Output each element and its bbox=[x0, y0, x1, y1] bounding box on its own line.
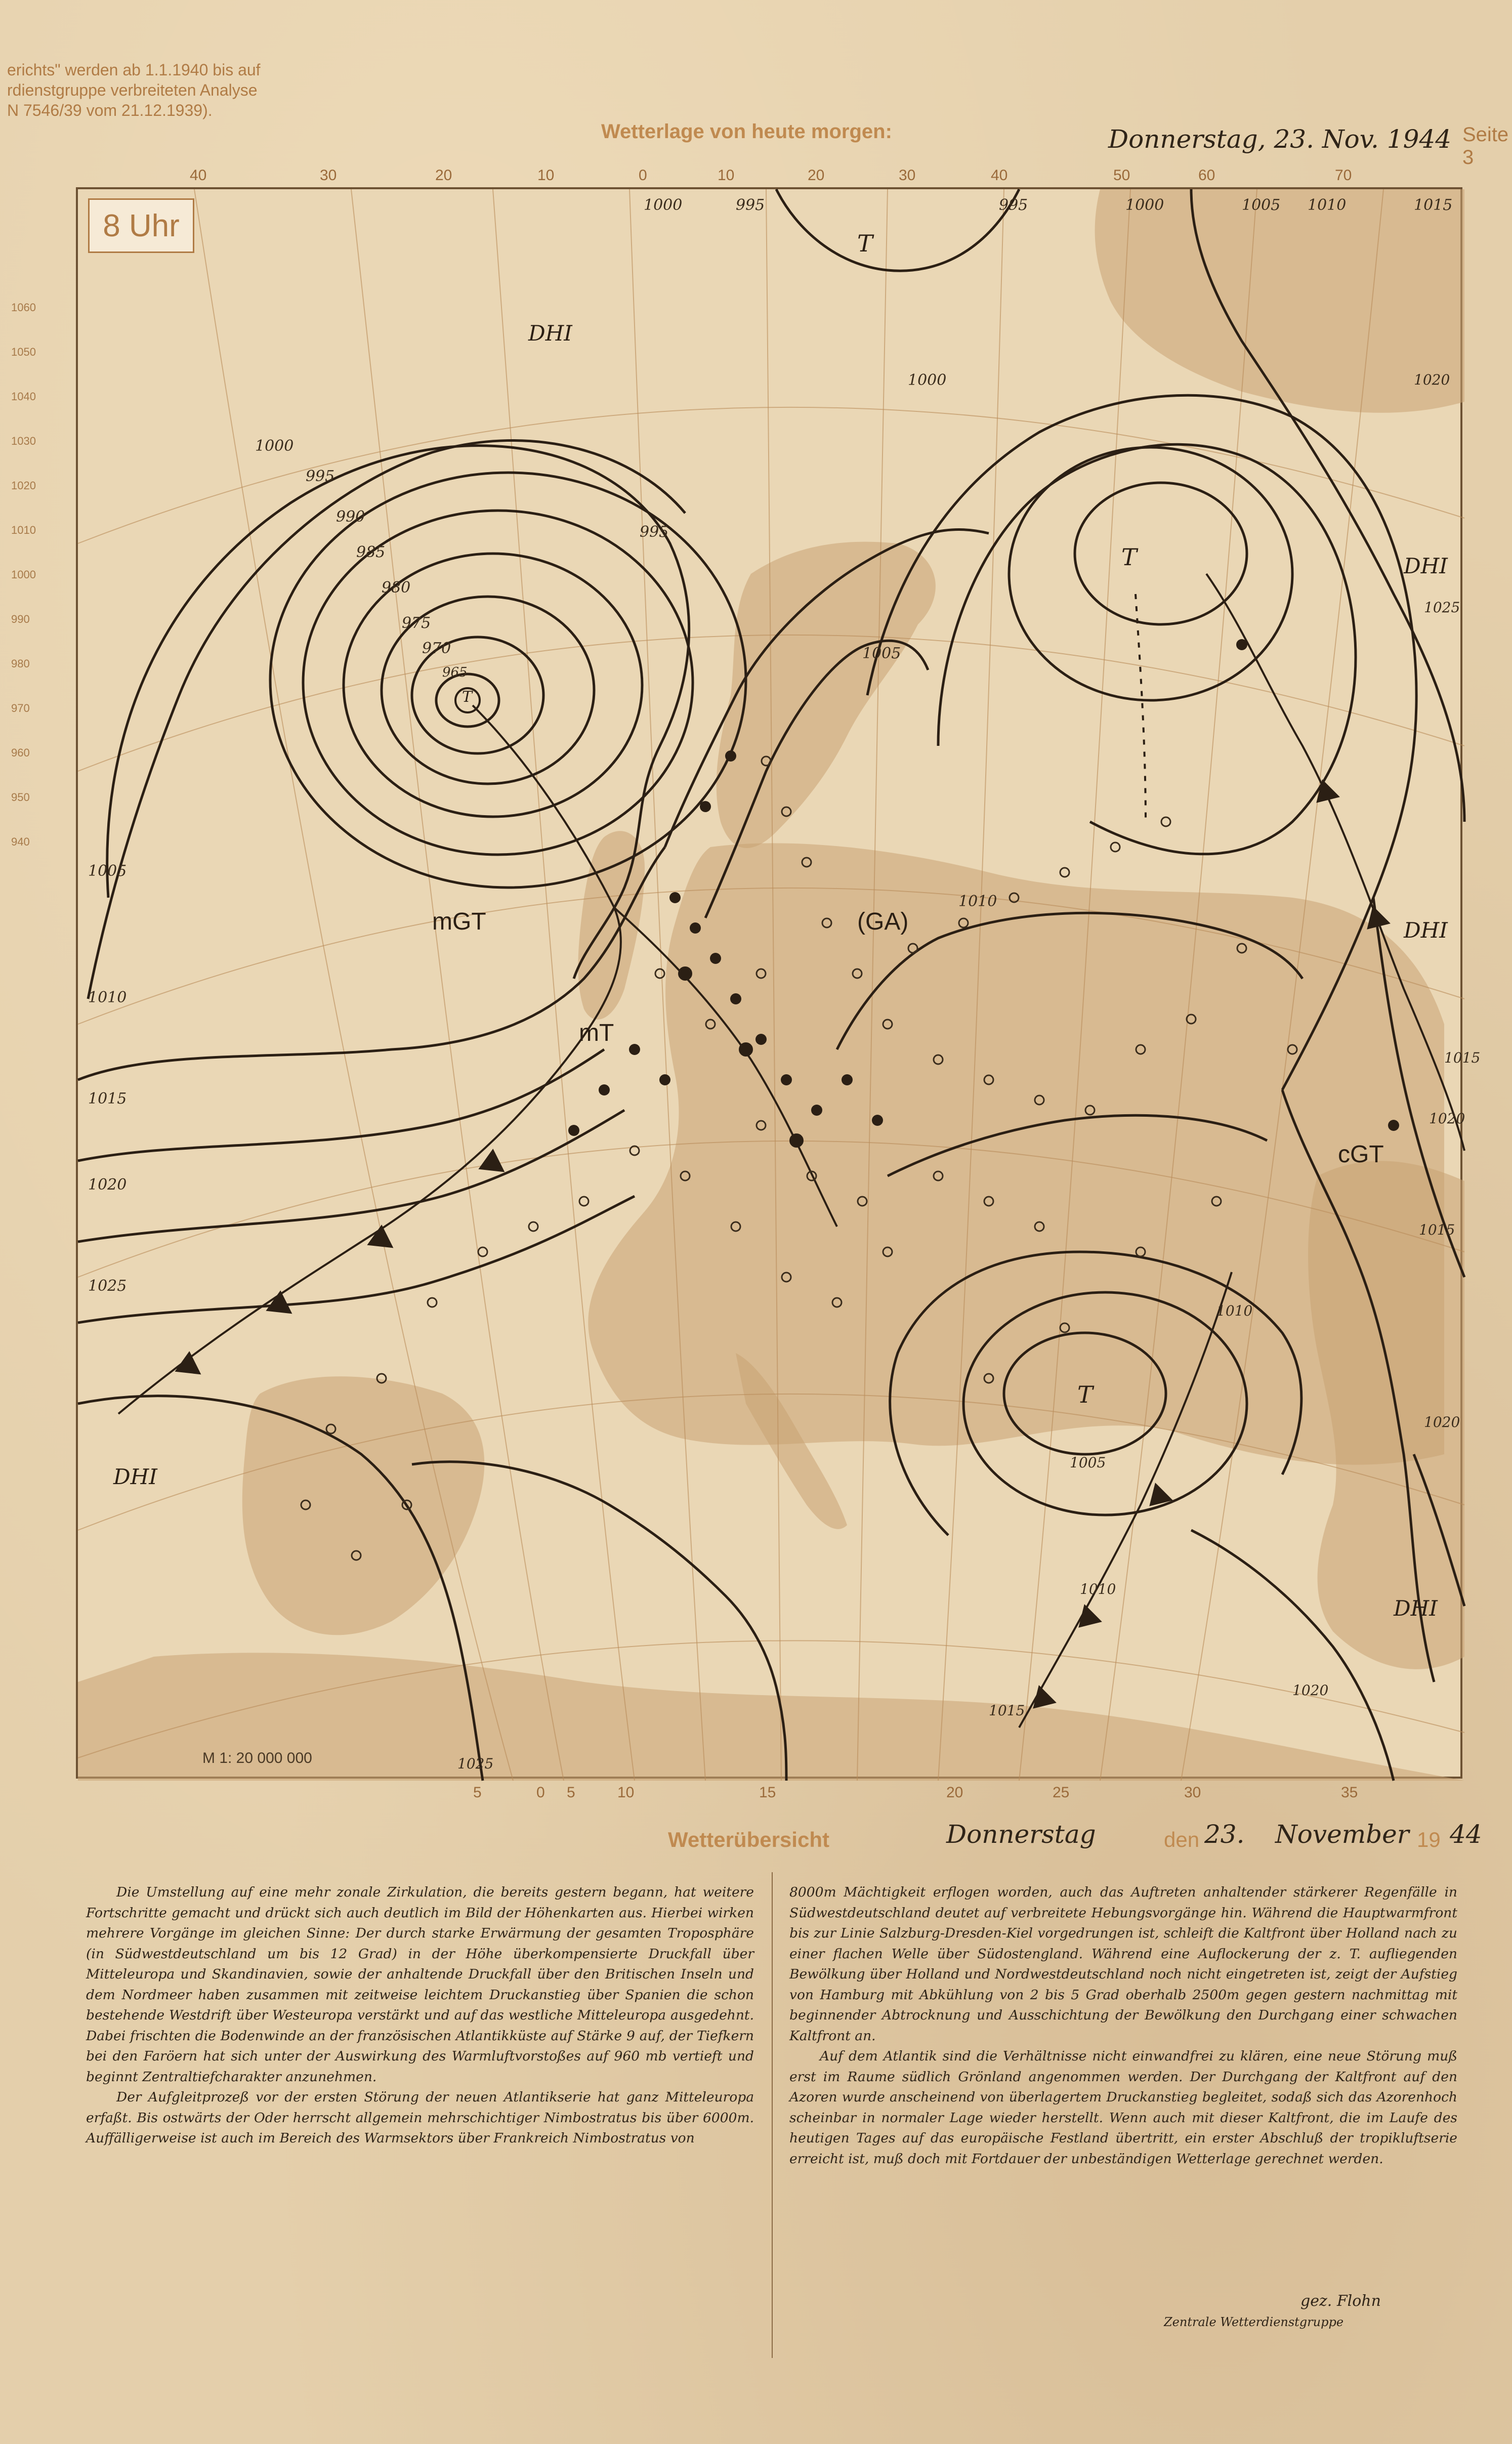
air-mass-label: mGT bbox=[432, 908, 486, 935]
air-mass-label: (GA) bbox=[857, 908, 909, 935]
top-note-line: rdienstgruppe verbreiteten Analyse bbox=[7, 81, 258, 99]
isobar bbox=[776, 189, 1019, 271]
longitude-label: 10 bbox=[537, 167, 555, 184]
isobar-label: 995 bbox=[640, 523, 669, 541]
air-mass-label: DHI bbox=[528, 321, 572, 346]
isobar-label: 1015 bbox=[88, 1090, 127, 1108]
pressure-tick: 1010 bbox=[11, 524, 36, 536]
longitude-label: 20 bbox=[808, 167, 825, 184]
isobar-label: 1015 bbox=[1414, 196, 1453, 214]
low-pressure-label: T bbox=[1121, 543, 1137, 571]
air-mass-label: DHI bbox=[1404, 918, 1448, 943]
isobar-label: 1015 bbox=[989, 1702, 1025, 1719]
air-mass-label: DHI bbox=[1394, 1596, 1438, 1621]
longitude-label: 15 bbox=[759, 1784, 776, 1801]
longitude-label: 10 bbox=[718, 167, 735, 184]
longitude-label: 20 bbox=[946, 1784, 963, 1801]
longitude-label: 30 bbox=[1184, 1784, 1201, 1801]
air-mass-label: cGT bbox=[1338, 1141, 1384, 1168]
summary-year-prefix: 19 bbox=[1417, 1828, 1441, 1851]
isobar-label: 1000 bbox=[1125, 196, 1164, 214]
air-mass-label: mT bbox=[579, 1020, 614, 1046]
longitude-label: 0 bbox=[536, 1784, 545, 1801]
isobar-label: 1000 bbox=[644, 196, 683, 214]
longitude-label: 30 bbox=[899, 167, 916, 184]
isobar-label: 995 bbox=[999, 196, 1028, 214]
isobar-label: 1005 bbox=[1242, 196, 1281, 214]
air-mass-label: DHI bbox=[1404, 554, 1448, 578]
longitude-label: 5 bbox=[567, 1784, 575, 1801]
longitude-label: 60 bbox=[1198, 167, 1215, 184]
isobar-label: 1015 bbox=[1419, 1221, 1455, 1238]
isobar-label: 1005 bbox=[1070, 1454, 1106, 1471]
isobar bbox=[1075, 483, 1247, 624]
isobar bbox=[78, 1110, 624, 1242]
isobar-label: 1000 bbox=[255, 437, 294, 455]
summary-den: den bbox=[1164, 1828, 1200, 1851]
isobar-label: 1010 bbox=[1308, 196, 1347, 214]
summary-month: November bbox=[1275, 1820, 1409, 1849]
isobar-label: 995 bbox=[306, 468, 335, 485]
summary-year-suffix: 44 bbox=[1450, 1820, 1482, 1849]
time-label: 8 Uhr bbox=[88, 198, 194, 253]
greenland-land bbox=[1095, 189, 1464, 413]
low-pressure-label: T bbox=[1077, 1381, 1093, 1408]
longitude-label: 35 bbox=[1341, 1784, 1358, 1801]
isobar-label: 1020 bbox=[1292, 1682, 1329, 1699]
isobar-label: 1010 bbox=[958, 893, 997, 910]
summary-label: Wetterübersicht bbox=[668, 1828, 829, 1851]
pressure-tick: 940 bbox=[11, 835, 30, 848]
summary-paragraph: Der Aufgleitprozeß vor der ersten Störung der neuen Atlantikserie hat ganz Mitteleuropa erfaßt. Bis ostwärts der Oder herrscht allgemein mehrschichtiger Nimbostratus bis über 6000m. Auffälligerweise ist auch im Bereich des Warmsektors über Frankreich Nimbostratus von bbox=[86, 2089, 754, 2146]
isobar-label: 970 bbox=[422, 640, 451, 657]
pressure-tick: 1040 bbox=[11, 390, 36, 403]
top-note-line: N 7546/39 vom 21.12.1939). bbox=[7, 101, 213, 119]
isobar-label: 1020 bbox=[1429, 1110, 1465, 1127]
isobar-label: 1020 bbox=[88, 1176, 127, 1194]
pressure-tick: 980 bbox=[11, 657, 30, 670]
map-date: Donnerstag, 23. Nov. 1944 bbox=[1108, 124, 1452, 154]
isobar-label: 1005 bbox=[88, 862, 127, 880]
longitude-label: 25 bbox=[1053, 1784, 1070, 1801]
summary-paragraph: Auf dem Atlantik sind die Verhältnisse nicht einwandfrei zu klären, eine neue Störung muß erst im Raume südlich Grönland angenommen werden. Der Durchgang der Kaltfront auf den Azoren wurde anscheinend von überlagertem Druckanstieg begleitet, sodaß sich das Azorenhoch scheinbar in normaler Lage wieder herstellt. Wenn auch mit dieser Kaltfront, die im Laufe des heutigen Tages auf das europäische Festland übertritt, ein erster Abschluß der tropikluftserie erreicht ist, muß doch mit Fortdauer der unbeständigen Wetterlage gerechnet werden. bbox=[789, 2048, 1457, 2167]
summary-date: 23. bbox=[1204, 1820, 1245, 1849]
top-note-line: erichts" werden ab 1.1.1940 bis auf bbox=[7, 61, 261, 79]
summary-day: Donnerstag bbox=[946, 1820, 1096, 1849]
summary-paragraph: 8000m Mächtigkeit erflogen worden, auch das Auftreten anhaltender stärkerer Regenfälle in Südwestdeutschland deutet auf verbreitete Hebungsvorgänge hin. Während die Hauptwarmfront bis zur Linie Salzburg-Dresden-Kiel vorgedrungen ist, schleift die Kaltfront über Holland nach zu einer flachen Welle über Südostengland. Während eine Auflockerung der z. T. aufliegenden Bewölkung über Holland und Nordwestdeutschland noch nicht eingetreten ist, zeigt der Aufstieg von Hamburg mit Abkühlung von 2 bis 5 Grad oberhalb 2500m gegen gestern nachmittag mit beginnender Abtrocknung und Ausschichtung der Bewölkung den Durchgang einer schwachen Kaltfront an. bbox=[789, 1884, 1457, 2044]
longitude-label: 40 bbox=[991, 167, 1008, 184]
top-note bbox=[7, 60, 361, 120]
air-mass-label: DHI bbox=[113, 1464, 157, 1489]
isobar bbox=[78, 1196, 635, 1323]
weather-map bbox=[76, 187, 1481, 1779]
page-number: Seite 3 bbox=[1462, 123, 1509, 168]
isobar bbox=[303, 511, 693, 855]
isobar-label: 995 bbox=[736, 196, 765, 214]
isobar-label: 1010 bbox=[1216, 1302, 1253, 1319]
longitude-label: 10 bbox=[617, 1784, 635, 1801]
pressure-tick: 1030 bbox=[11, 435, 36, 447]
isobar-label: 1020 bbox=[1414, 371, 1450, 388]
isobar-label: 1000 bbox=[908, 371, 947, 389]
summary-paragraph: Die Umstellung auf eine mehr zonale Zirkulation, die bereits gestern begann, hat weitere Fortschritte gemacht und drückt sich auch deutlich im Bild der Höhenkarten aus. Hierbei wirken mehrere Vorgänge im gleichen Sinne: Der durch starke Erwärmung der gesamten Troposphäre (in Südwestdeutschland um bis 12 Grad) in der Höhe überkompensierte Druckfall über Mitteleuropa und Skandinavien, sowie der anhaltende Druckfall über den Britischen Inseln und dem Nordmeer haben zusammen mit zeitweise leichtem Druckanstieg über Spanien die schon bestehende Westdrift über Westeuropa verstärkt und auf das westliche Mitteleuropa ausgedehnt. Dabei frischten die Bodenwinde an der französischen Atlantikküste auf Stärke 9 auf, der Tiefkern bei den Faröern hat sich unter der Auswirkung des Warmluftvorstoßes auf 960 mb vertieft und beginnt Zentraltiefcharakter anzunehmen. bbox=[86, 1884, 754, 2085]
low-pressure-label: T bbox=[857, 230, 873, 257]
signature: gez. Flohn bbox=[1300, 2292, 1381, 2310]
isobar-label: 1025 bbox=[88, 1277, 127, 1295]
isobar bbox=[78, 1049, 604, 1161]
longitude-label: 40 bbox=[190, 167, 207, 184]
isobar-label: 1005 bbox=[862, 645, 901, 662]
land-relief bbox=[78, 189, 1464, 1781]
isobar-label: 975 bbox=[402, 614, 431, 632]
isobar-label: 1015 bbox=[1444, 1049, 1481, 1066]
isobar-label: 965 bbox=[442, 665, 468, 680]
column-divider bbox=[772, 1872, 773, 2358]
map-title: Wetterlage von heute morgen: bbox=[601, 120, 892, 143]
longitude-label: 70 bbox=[1335, 167, 1352, 184]
isobar-label: 1010 bbox=[88, 989, 127, 1006]
longitude-label: 50 bbox=[1113, 167, 1130, 184]
longitude-label: 20 bbox=[435, 167, 452, 184]
isobar-label: 1020 bbox=[1424, 1414, 1460, 1430]
longitude-label: 5 bbox=[473, 1784, 482, 1801]
pressure-tick: 1050 bbox=[11, 346, 36, 358]
pressure-tick: 1000 bbox=[11, 568, 36, 581]
isobar-label: 1010 bbox=[1080, 1581, 1116, 1597]
pressure-tick: 970 bbox=[11, 702, 30, 714]
map-scale: M 1: 20 000 000 bbox=[202, 1750, 312, 1766]
isobar bbox=[938, 444, 1356, 854]
isobar-label: 1025 bbox=[1424, 599, 1460, 616]
low-pressure-label: T bbox=[462, 688, 473, 706]
isobar-label: 990 bbox=[336, 508, 365, 526]
occluded-front bbox=[1136, 594, 1146, 822]
summary-column-left bbox=[86, 1882, 754, 2149]
weather-map-svg bbox=[78, 189, 1464, 1781]
isobar-label: 980 bbox=[382, 579, 411, 597]
pressure-tick: 1060 bbox=[11, 301, 36, 314]
signature-organization: Zentrale Wetterdienstgruppe bbox=[1164, 2315, 1344, 2329]
summary-column-right bbox=[789, 1882, 1457, 2169]
longitude-label: 0 bbox=[639, 167, 647, 184]
pressure-tick: 950 bbox=[11, 791, 30, 804]
pressure-tick: 960 bbox=[11, 746, 30, 759]
pressure-tick: 1020 bbox=[11, 479, 36, 492]
isobar-label: 1025 bbox=[457, 1755, 494, 1772]
longitude-label: 30 bbox=[320, 167, 337, 184]
isobar-label: 985 bbox=[356, 543, 386, 561]
pressure-tick: 990 bbox=[11, 613, 30, 625]
